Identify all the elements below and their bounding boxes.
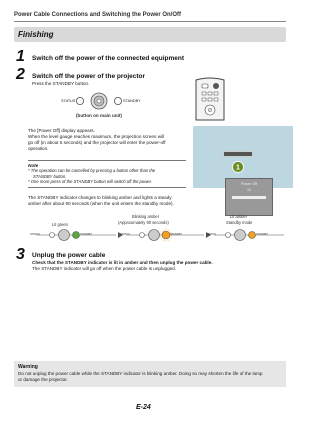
pointer-icon <box>232 161 244 173</box>
power-off-para-line-2: When the level gauge reaches maximum, the projection screen will <box>28 134 165 139</box>
panel1-status-led-icon <box>50 233 55 238</box>
page-number: E-24 <box>136 404 151 411</box>
status-label: STATUS <box>61 99 76 103</box>
panel3-standby-button-icon <box>235 230 246 241</box>
step-3-number: 3 <box>16 246 25 263</box>
state-blinking-amber-caption: Blinking amber <box>132 214 160 219</box>
standby-label: STANDBY <box>123 99 141 103</box>
step-2-number: 2 <box>16 66 25 83</box>
panel2-standby-button-icon <box>149 230 160 241</box>
panel2-status-led-icon <box>140 233 145 238</box>
panel2-standby-led-blinking-icon <box>162 231 170 239</box>
power-symbol-icon <box>97 99 101 103</box>
remote-standby-button-icon <box>213 83 219 89</box>
panel3-status-label: STATUS <box>206 233 216 236</box>
page-header-title: Power Cable Connections and Switching the Power On/Off <box>14 12 182 18</box>
section-title: Finishing <box>18 30 54 39</box>
note-line-2: STANDBY button. <box>33 173 67 179</box>
state-lit-green-caption: Lit green <box>52 222 68 227</box>
section-bar <box>14 27 286 42</box>
dialog-level-gauge <box>232 196 266 199</box>
panel1-standby-label: STANDBY <box>80 233 93 236</box>
warning-text <box>18 371 284 383</box>
warning-line-1: Do not unplug the power cable while the STANDBY indicator is blinking amber. Doing so may shorten the life of the lamp <box>18 371 263 376</box>
standby-para-line-1: The STANDBY indicator changes to blinking amber and lights a steady <box>28 195 172 200</box>
note-line-3: * One more press of the STANDBY button will switch off the power. <box>28 179 152 184</box>
panel3-status-led-icon <box>226 233 231 238</box>
step-2-title: Switch off the power of the projector <box>32 73 146 80</box>
state-lit-amber-caption: Lit amber <box>230 214 248 219</box>
remote-control-illustration <box>190 76 230 122</box>
panel3-standby-led-amber-icon <box>249 232 256 239</box>
state-standby-mode-caption: Standby mode <box>226 220 253 225</box>
step-3-line-1: Check that the STANDBY indicator is lit in amber and then unplug the power cable. <box>32 260 213 265</box>
step-2-instruction: Press the STANDBY button. <box>32 81 90 86</box>
panel2-standby-label: STANDBY <box>170 233 183 236</box>
panel1-standby-button-icon <box>59 230 70 241</box>
power-off-para-line-1: The [Power Off] display appears. <box>28 128 95 133</box>
warning-line-2: or damage the projector. <box>18 377 68 382</box>
power-off-dialog <box>225 178 273 216</box>
power-off-para-line-3: go off (in about 5 seconds) and the projector will enter the power-off <box>28 140 166 145</box>
dialog-title: Power Off <box>241 182 257 186</box>
panel1-standby-led-green-icon <box>73 232 80 239</box>
step-3-title: Unplug the power cable <box>32 252 106 259</box>
panel3-standby-label: STANDBY <box>256 233 269 236</box>
warning-title: Warning <box>18 364 38 370</box>
header-divider <box>14 21 286 22</box>
panel1-status-label: STATUS <box>30 233 40 236</box>
button-caption: (button on main unit) <box>76 113 122 118</box>
standby-indicator-icon <box>114 97 121 104</box>
step-1-number: 1 <box>16 48 25 65</box>
step-3-line-2: The STANDBY indicator will go off when the power cable is unplugged. <box>32 266 177 271</box>
status-indicator-icon <box>76 97 83 104</box>
note-line-1: * The operation can be cancelled by pressing a button other than the <box>28 168 156 173</box>
indicator-sequence-illustration <box>28 227 286 243</box>
svg-text:1: 1 <box>236 164 240 172</box>
dialog-value: 10 <box>247 188 251 192</box>
note-title: Note <box>28 163 39 168</box>
step-1-title: Switch off the power of the connected equipment <box>32 55 185 62</box>
state-blinking-amber-duration: (Approximately 90 seconds) <box>118 220 169 225</box>
note-box <box>28 160 186 188</box>
power-off-para-line-4: operation. <box>28 146 49 151</box>
panel2-status-label: STATUS <box>120 233 130 236</box>
screen-power-off-bar <box>223 151 253 157</box>
standby-para-line-2: amber after about 90 seconds (when the unit enters the standby mode). <box>28 201 174 206</box>
